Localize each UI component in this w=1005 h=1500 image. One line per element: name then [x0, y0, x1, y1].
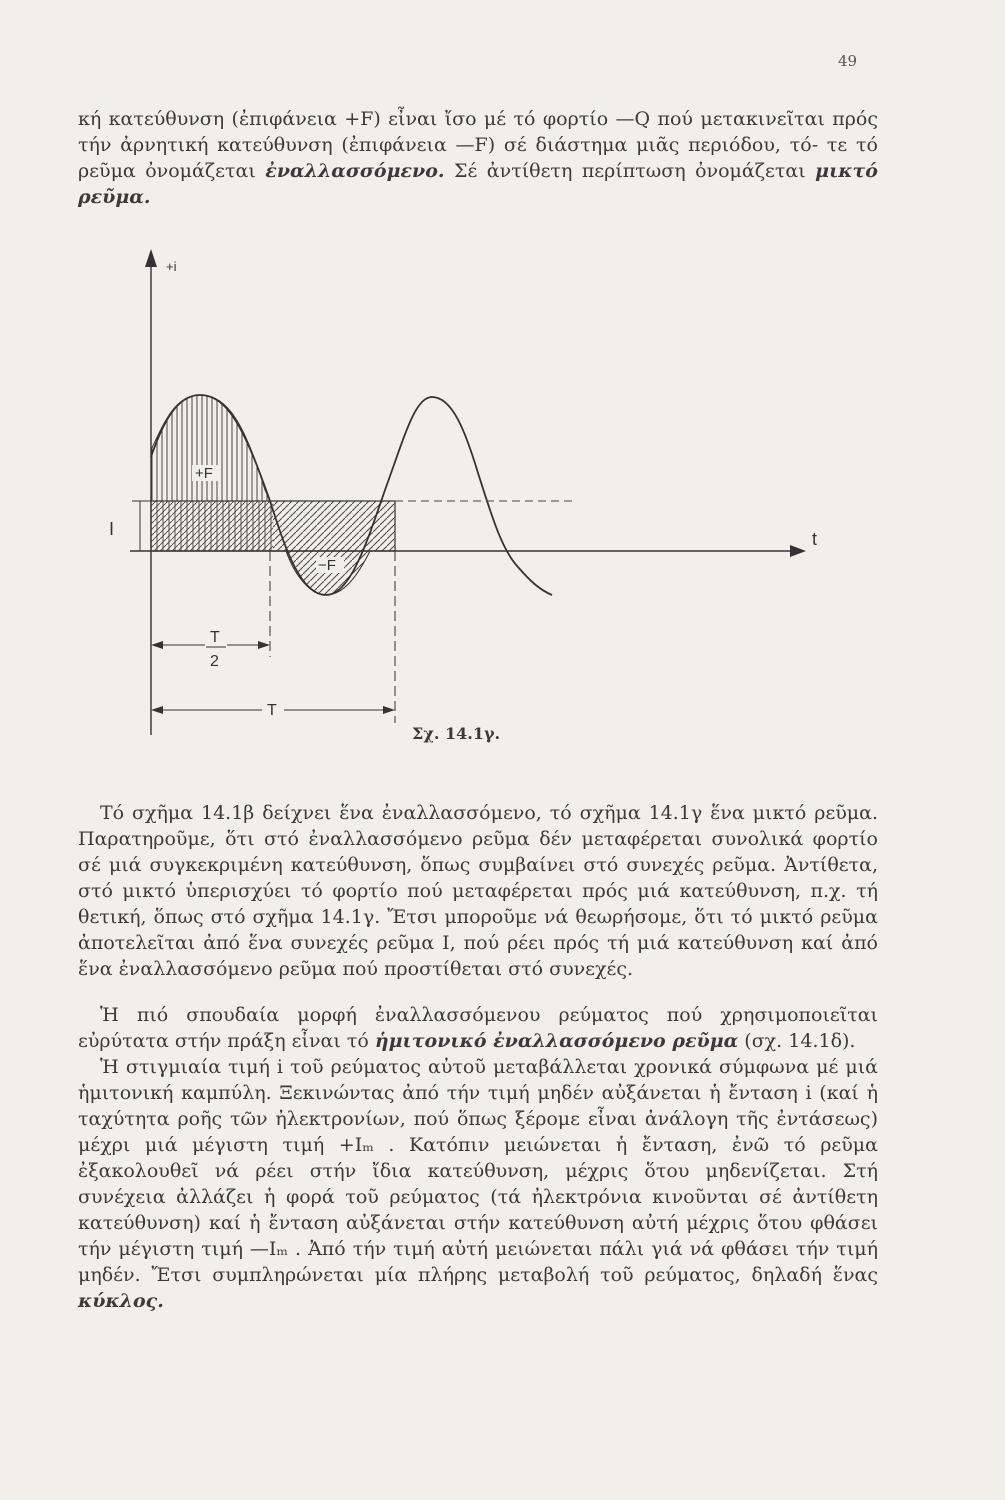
half-period-arrow-right	[258, 641, 270, 649]
paragraph-1: Τό σχῆμα 14.1β δείχνει ἕνα ἐναλλασσόμενο, τό σχῆμα 14.1γ ἕνα μικτό ρεῦμα. Παρατηροῦμε, ὅτι στό ἐναλλασσόμενο ρεῦμα δέν μεταφέρεται συνολικά φορτίο σέ μιά συγκεκριμένη κατεύθυνση, ὅπως συμβαίνει στό συνεχές ρεῦμα. Ἀντίθετα, στό μικτό ὑπερισχύει τό φορτίο πού μεταφέρεται πρός μιά κατεύθυνση, π.χ. τή θετική, ὅπως στό σχῆμα 14.1γ. Ἔτσι μποροῦμε νά θεωρήσομε, ὅτι τό μικτό ρεῦμα ἀποτελεῖται ἀπό ἕνα συνεχές ρεῦμα I, πού ρέει πρός τή μιά κατεύθυνση καί ἀπό ἕνα ἐναλλασσόμενο ρεῦμα πού προστίθεται στό συνεχές.	[78, 802, 878, 980]
half-period-denominator: 2	[210, 653, 219, 670]
paragraph-3	[78, 1054, 878, 1314]
positive-area	[151, 395, 270, 501]
dc-band-diagonal	[273, 501, 395, 551]
positive-area-label: +F	[195, 465, 213, 482]
axis-i-label: +i	[166, 259, 177, 274]
current-axis-arrow	[145, 249, 157, 267]
period-arrow-left	[151, 706, 163, 714]
half-period-numerator: T	[210, 629, 220, 646]
term-cycle: κύκλος.	[78, 1290, 164, 1312]
time-axis-arrow	[790, 545, 806, 557]
current-value-label: I	[109, 519, 115, 539]
half-period-arrow-left	[151, 641, 163, 649]
term-mixed-current: μικτό ρεῦμα.	[78, 160, 878, 208]
intro-line-1: κή κατεύθυνση (ἐπιφάνεια +F) εἶναι ἴσο μέ τό φορτίο —Q πού μετακινεῖται	[78, 108, 825, 130]
intro-line-3-end: Σέ ἀντίθετη περίπτωση ὀνομάζεται	[444, 160, 806, 182]
intro-paragraph	[78, 106, 878, 210]
period-label: T	[267, 702, 277, 719]
paragraph-2-text: Ἡ πιό σπουδαία μορφή ἐναλλασσόμενου ρεύματος πού χρησιμοποιεῖται εὐρύτατα στήν πράξη εἶναι τό	[78, 1004, 878, 1052]
period-arrow-right	[383, 706, 395, 714]
page-number: 49	[838, 52, 858, 70]
axis-t-label: t	[812, 529, 818, 549]
term-sinusoidal-ac: ἡμιτονικό ἐναλλασσόμενο ρεῦμα	[374, 1030, 739, 1052]
intro-line-3: τε τό ρεῦμα ὀνομάζεται	[78, 134, 878, 182]
paragraph-2-ref: (σχ. 14.1δ).	[738, 1030, 856, 1052]
paragraph-2	[78, 1002, 878, 1054]
term-alternating: ἐναλλασσόμενο.	[265, 160, 445, 182]
paragraph-3-text: Ἡ στιγμιαία τιμή i τοῦ ρεύματος αὐτοῦ μεταβάλλεται χρονικά σύμφωνα μέ μιά ἡμιτονική καμπύλη. Ξεκινώντας ἀπό τήν τιμή μηδέν αὐξάνεται ἡ ἔνταση i (καί ἡ ταχύτητα ροῆς τῶν ἠλεκτρονίων, πού ὅπως ξέρομε εἶναι ἀνάλογη τῆς ἐντάσεως) μέχρι μιά μέγιστη τιμή +Iₘ . Κατόπιν μειώνεται ἡ ἔνταση, ἐνῶ τό ρεῦμα ἐξακολουθεῖ νά ρέει στήν ἴδια κατεύθυνση, μέχρις ὅτου μηδενίζεται. Στή συνέχεια ἀλλάζει ἡ φορά τοῦ ρεύματος (τά ἠλεκτρόνια κινοῦνται σέ ἀντίθετη κατεύθυνση) καί ἡ ἔνταση αὐξάνεται στήν κατεύθυνση αὐτή μέχρις ὅτου φθάσει τήν μέγιστη τιμή —Iₘ . Ἀπό τήν τιμή αὐτή μειώνεται πάλι γιά νά φθάσει τήν τιμή μηδέν. Ἔτσι συμπληρώνεται μία πλήρης μεταβολή τοῦ ρεύματος, δηλαδή ἕνας	[78, 1056, 878, 1286]
figure-caption: Σχ. 14.1γ.	[412, 724, 501, 743]
mixed-current-figure	[100, 245, 880, 765]
intro-line-2: πρός τήν ἀρνητική κατεύθυνση (ἐπιφάνεια —F) σέ διάστημα μιᾶς περιόδου, τό-	[78, 108, 878, 156]
dc-band-crosshatch	[151, 501, 273, 551]
negative-area-label: −F	[318, 557, 336, 574]
